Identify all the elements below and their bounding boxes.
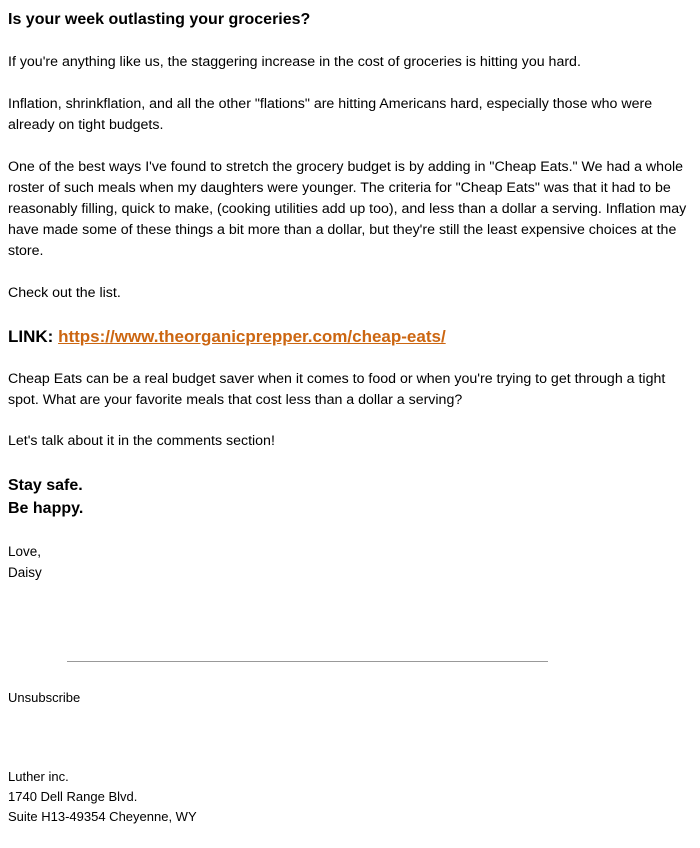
closing-line: Love,	[8, 544, 42, 559]
unsubscribe-link[interactable]: Unsubscribe	[8, 690, 81, 705]
paragraph-check-list: Check out the list.	[8, 285, 121, 301]
address-line: 1740 Dell Range Blvd.	[8, 789, 138, 804]
link-line	[8, 325, 446, 349]
paragraph-comments: Let's talk about it in the comments section!	[8, 433, 275, 449]
signoff-line: Stay safe.	[8, 477, 83, 494]
email-heading: Is your week outlasting your groceries?	[8, 11, 311, 28]
paragraph-budget-saver: Cheap Eats can be a real budget saver when it comes to food or when you're trying to get through a tight spot. What are your favorite meals that cost less than a dollar a serving?	[8, 371, 666, 408]
signoff-line: Be happy.	[8, 500, 84, 517]
address-line: Luther inc.	[8, 769, 69, 784]
paragraph-intro: If you're anything like us, the staggering increase in the cost of groceries is hitting you hard.	[8, 54, 581, 70]
cheap-eats-link[interactable]: https://www.theorganicprepper.com/cheap-eats/	[58, 327, 446, 346]
footer-address	[8, 767, 197, 827]
link-label: LINK:	[8, 327, 54, 346]
closing	[8, 541, 42, 583]
address-line: Suite H13-49354 Cheyenne, WY	[8, 809, 197, 824]
footer-divider	[67, 661, 548, 662]
paragraph-cheap-eats: One of the best ways I've found to stretch the grocery budget is by adding in "Cheap Eats." We had a whole roster of such meals when my daughters were younger. The criteria for "Cheap Eats" was that it had to be reasonably filling, quick to make, (cooking utilities add up too), and less than a dollar a serving. Inflation may have made some of these things a bit more than a dollar, but they're still the least expensive choices at the store.	[8, 159, 687, 259]
paragraph-inflation: Inflation, shrinkflation, and all the other "flations" are hitting Americans hard, especially those who were already on tight budgets.	[8, 96, 653, 133]
sender-name: Daisy	[8, 565, 42, 580]
signoff	[8, 474, 83, 520]
